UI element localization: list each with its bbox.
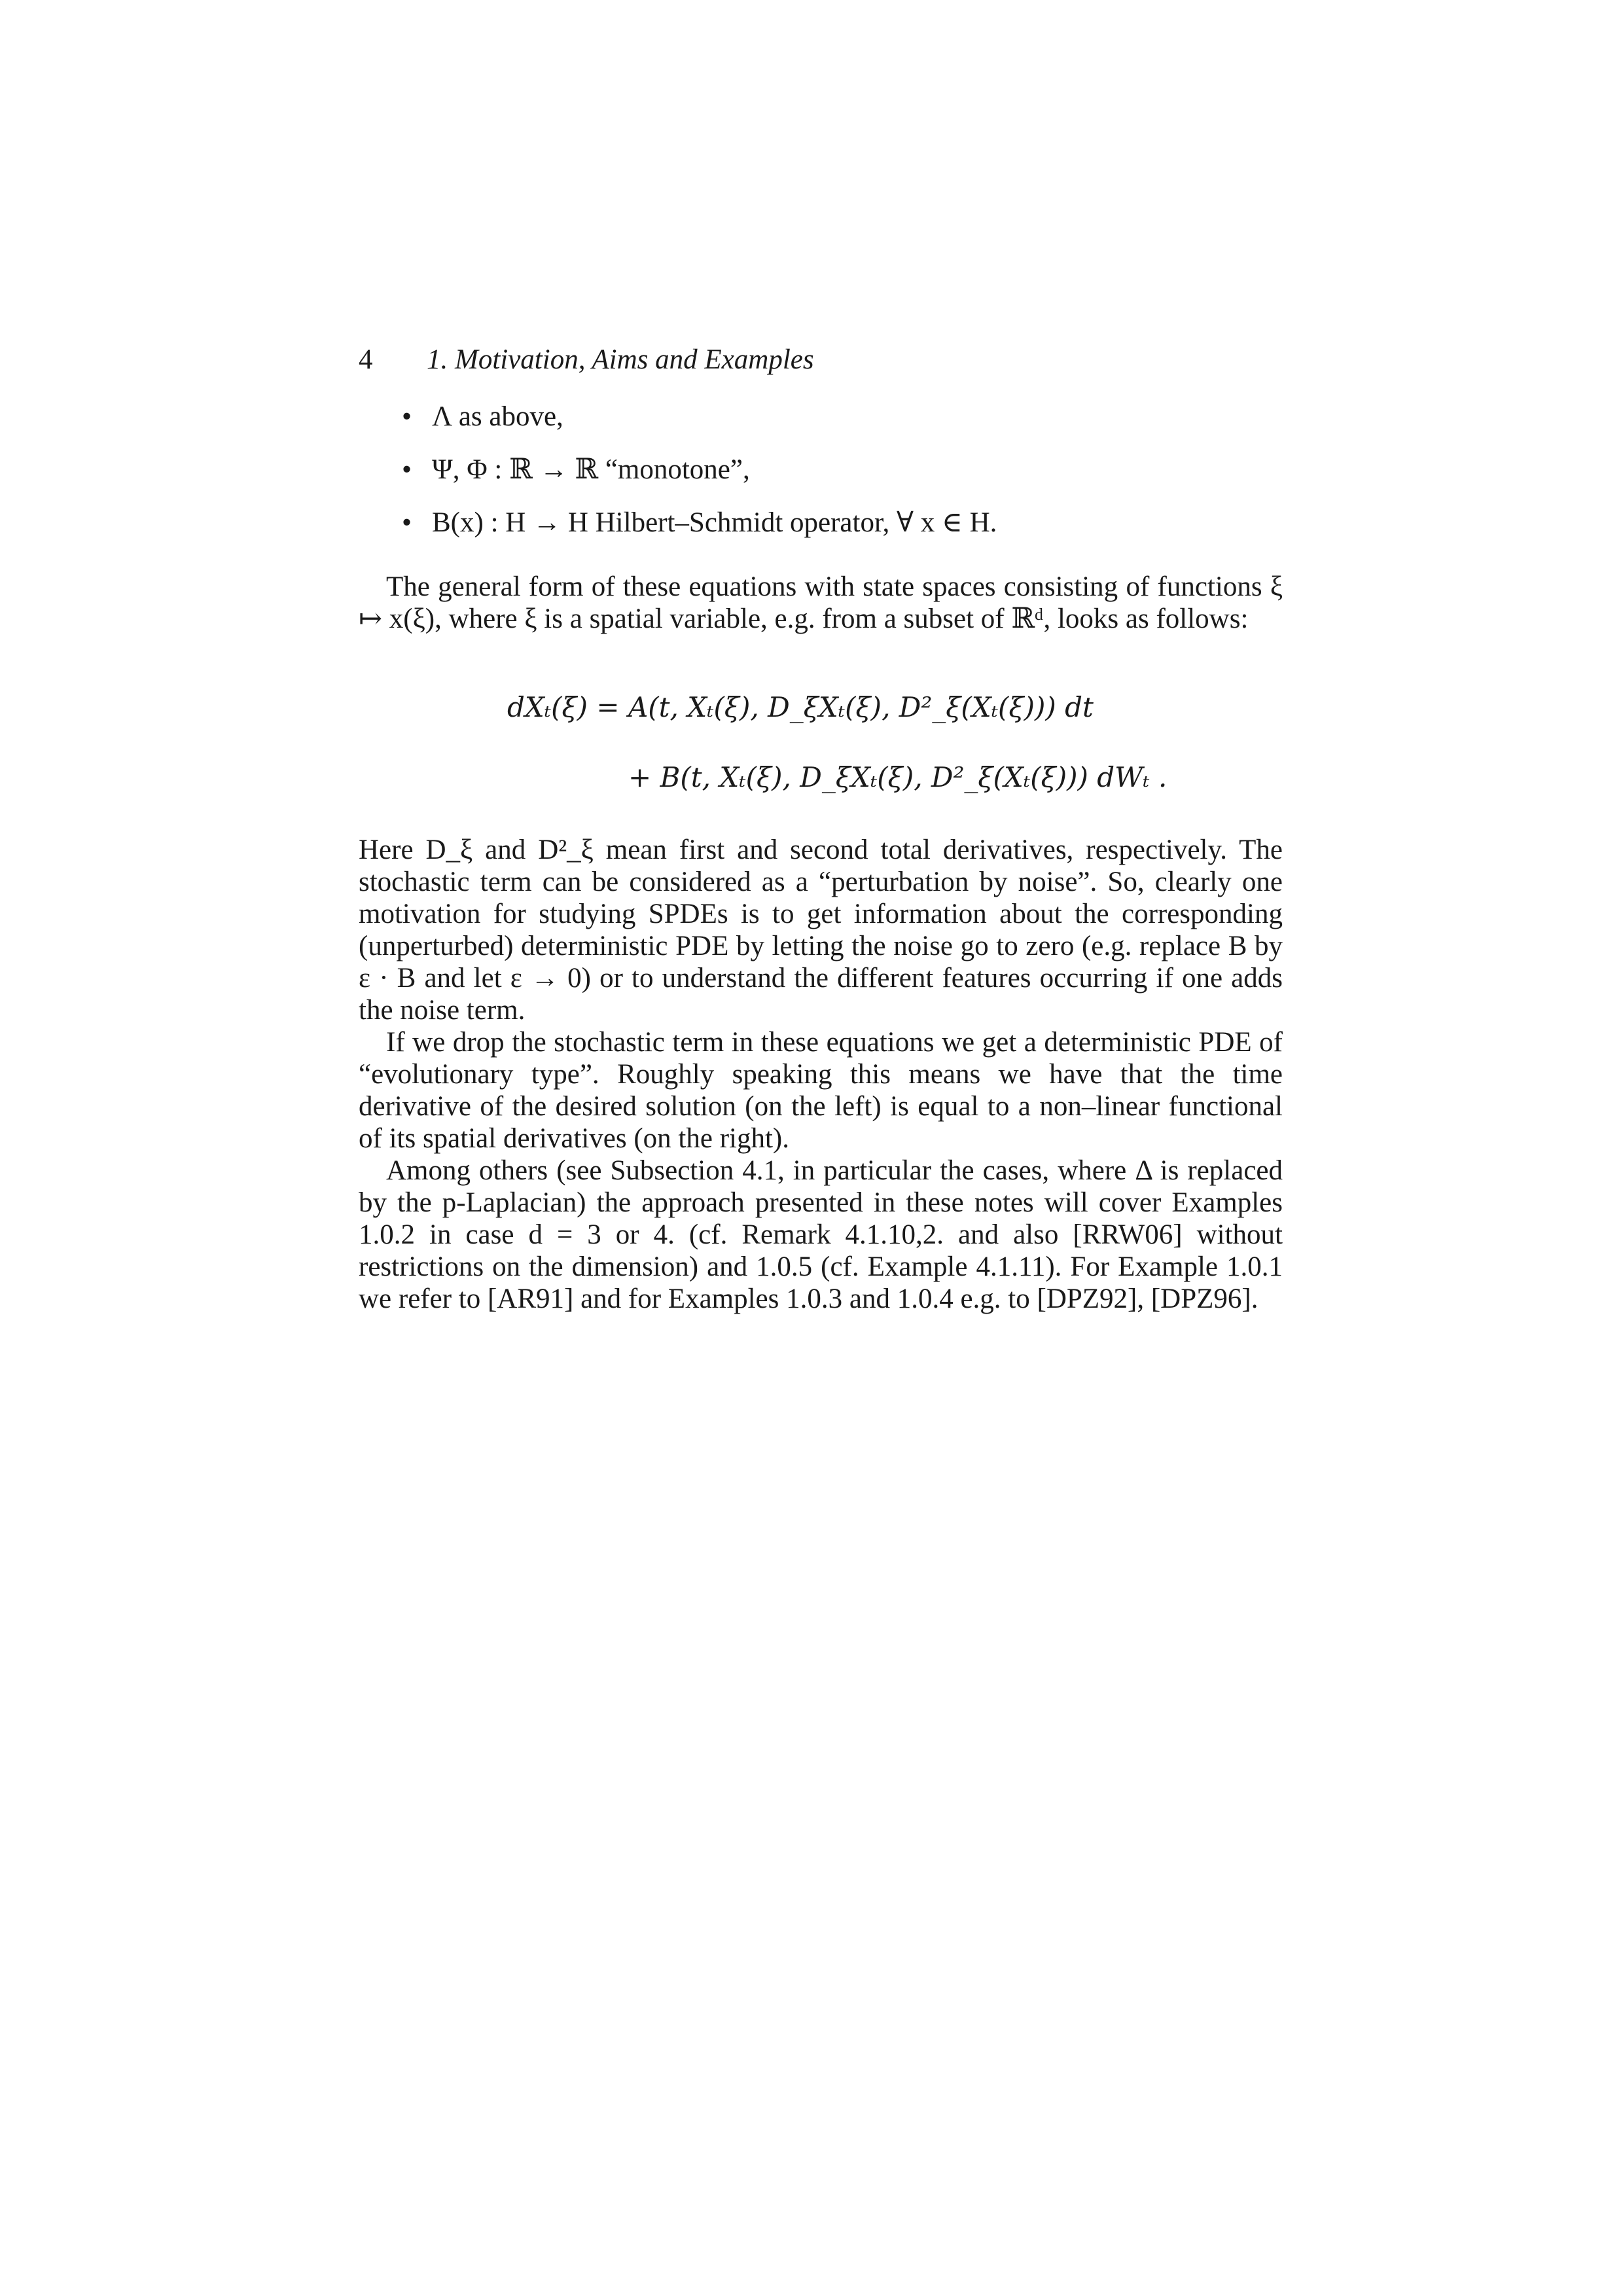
bullet-text: B(x) : H → H Hilbert–Schmidt operator, ∀ x ∈ H. [432, 507, 997, 538]
paragraph: Here D_ξ and D²_ξ mean first and second total derivatives, respectively. The stochastic term can be considered as a “perturbation by noise”. So, clearly one motivation for studying SPDEs is to get information about the corresponding (unperturbed) deterministic PDE by letting the noise go to zero (e.g. replace B by ε · B and let ε → 0) or to understand the different features occurring if one adds the noise term. [359, 834, 1283, 1026]
page-number: 4 [359, 344, 373, 375]
list-item [359, 454, 1283, 486]
bullet-icon: • [402, 507, 412, 538]
paragraph: If we drop the stochastic term in these equations we get a deterministic PDE of “evolutionary type”. Roughly speaking this means we have that the time derivative of the desired solution (on the left) is equal to a non–linear functional of its spatial derivatives (on the right). [359, 1027, 1283, 1154]
paragraph: Among others (see Subsection 4.1, in particular the cases, where Δ is replaced by the p-Laplacian) the approach presented in these notes will cover Examples 1.0.2 in case d = 3 or 4. (cf. Remark 4.1.10,2. and also [RRW06] without restrictions on the dimension) and 1.0.5 (cf. Example 4.1.11). For Example 1.0.1 we refer to [AR91] and for Examples 1.0.3 and 1.0.4 e.g. to [DPZ92], [DPZ96]. [359, 1155, 1283, 1314]
list-item [359, 507, 1283, 539]
page-header [359, 344, 1283, 380]
equation-line-1: dXₜ(ξ) = A(t, Xₜ(ξ), D_ξXₜ(ξ), D²_ξ(Xₜ(ξ))) dt [507, 691, 1094, 723]
bullet-text: Λ as above, [432, 401, 563, 432]
intro-paragraph: The general form of these equations with state spaces consisting of functions ξ ↦ x(ξ), where ξ is a spatial variable, e.g. from a subset of ℝᵈ, looks as follows: [359, 571, 1283, 634]
list-item [359, 401, 1283, 433]
bullet-text: Ψ, Φ : ℝ → ℝ “monotone”, [432, 454, 750, 485]
running-head: 1. Motivation, Aims and Examples [427, 344, 814, 375]
intro-block [359, 571, 1283, 635]
bullet-icon: • [402, 454, 412, 485]
body-text [359, 834, 1283, 1315]
bullet-list [359, 401, 1283, 560]
bullet-icon: • [402, 401, 412, 432]
equation-line-2: + B(t, Xₜ(ξ), D_ξXₜ(ξ), D²_ξ(Xₜ(ξ))) dWₜ . [628, 761, 1168, 793]
